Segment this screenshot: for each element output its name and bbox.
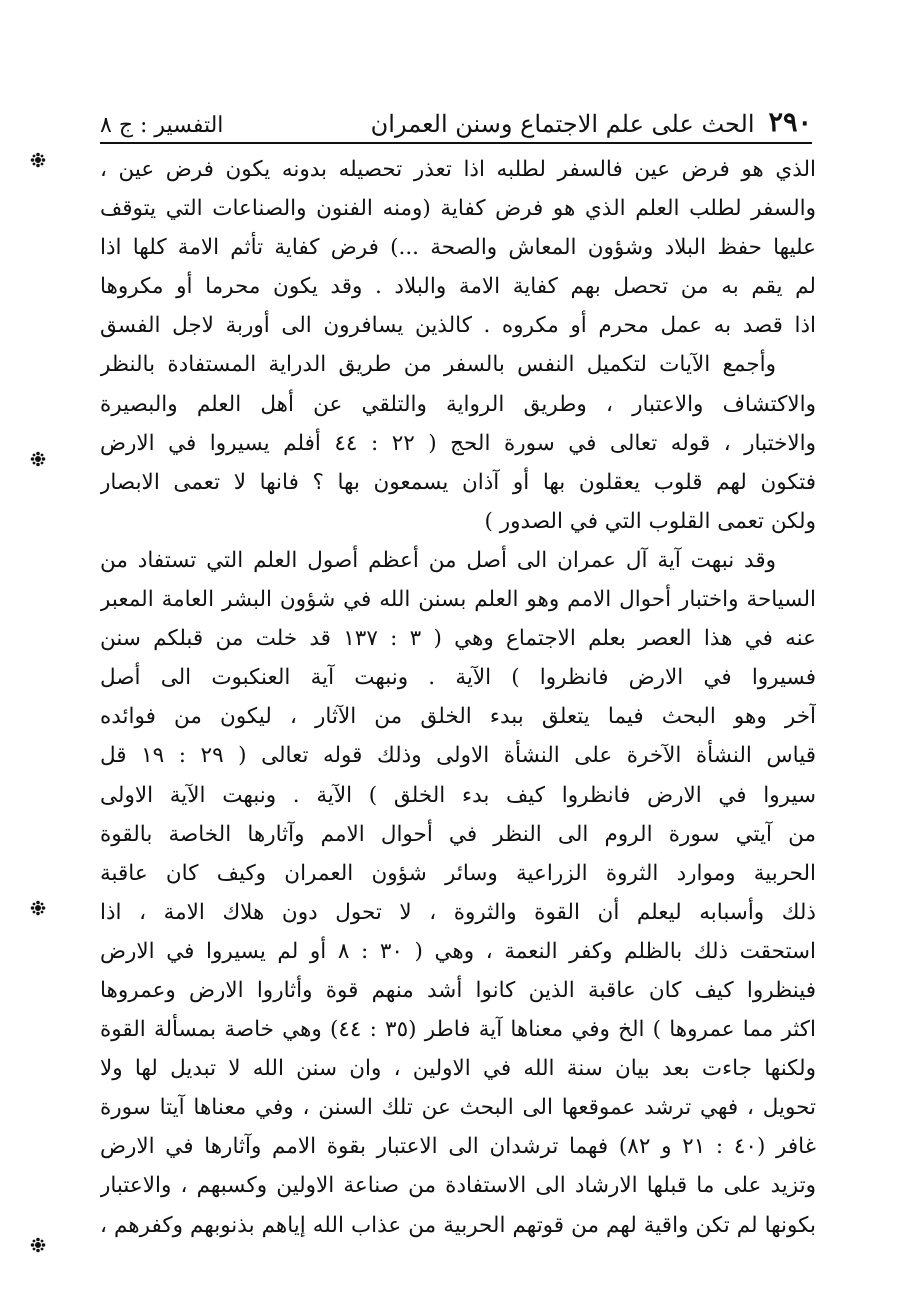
text-line: فسيروا في الارض فانظروا ) الآية . ونبهت آية العنكبوت الى أصل bbox=[100, 665, 816, 691]
text-line: من آيتي سورة الروم الى النظر في أحوال الامم وآثارها الخاصة بالقوة bbox=[100, 821, 816, 847]
text-line: ولكن تعمى القلوب التي في الصدور ) bbox=[484, 508, 816, 534]
body-text bbox=[100, 150, 816, 1245]
text-line: غافر (٤٠ : ٢١ و ٨٢) فهما ترشدان الى الاعتبار بقوة الامم وآثارها في الارض bbox=[100, 1134, 816, 1160]
text-line: سيروا في الارض فانظروا كيف بدء الخلق ) الآية . ونبهت الآية الاولى bbox=[100, 782, 816, 808]
text-line: وأجمع الآيات لتكميل النفس بالسفر من طريق الدراية المستفادة بالنظر bbox=[100, 352, 777, 378]
page-header bbox=[100, 92, 812, 144]
text-line: فينظروا كيف كان عاقبة الذين كانوا أشد منهم قوة وأثاروا الارض وعمروها bbox=[100, 977, 816, 1003]
text-line: الذي هو فرض عين فالسفر لطلبه اذا تعذر تحصيله بدونه يكون فرض عين ، bbox=[100, 157, 816, 182]
text-line: اكثر مما عمروها ) الخ وفي معناها آية فاطر (٣٥ : ٤٤) وهي خاصة بمسألة القوة bbox=[100, 1017, 816, 1043]
flower-ornament-icon bbox=[30, 152, 46, 168]
text-line: الحربية وموارد الثروة الزراعية وسائر شؤون العمران وكيف كان عاقبة bbox=[100, 860, 816, 886]
text-line: قياس النشأة الآخرة على النشأة الاولى وذلك قوله تعالى ( ٢٩ : ١٩ قل bbox=[100, 743, 816, 769]
text-line: لم يقم به من تحصل بهم كفاية الامة والبلاد . وقد يكون محرما أو مكروها bbox=[100, 274, 816, 300]
text-line: اذا قصد به عمل محرم أو مكروه . كالذين يسافرون الى أوربة لاجل الفسق bbox=[100, 313, 816, 339]
text-line: السياحة واختبار أحوال الامم وهو العلم بسنن الله في شؤون البشر العامة المعبر bbox=[100, 587, 816, 613]
running-title: الحث على علم الاجتماع وسنن العمران bbox=[370, 110, 755, 138]
text-line: ولكنها جاءت بعد بيان سنة الله في الاولين ، وان سنن الله لا تبديل لها ولا bbox=[100, 1056, 816, 1082]
text-line: وقد نبهت آية آل عمران الى أصل من أعظم أصول العلم التي تستفاد من bbox=[100, 547, 776, 573]
text-line: والاختبار ، قوله تعالى في سورة الحج ( ٢٢ : ٤٤ أفلم يسيروا في الارض bbox=[100, 430, 816, 456]
text-line: تحويل ، فهي ترشد عموقعها الى البحث عن تلك السنن ، وفي معناها آيتا سورة bbox=[100, 1095, 816, 1121]
text-line: والسفر لطلب العلم الذي هو فرض كفاية (ومنه الفنون والصناعات التي يتوقف bbox=[100, 196, 816, 222]
text-line: والاكتشاف والاعتبار ، وطريق الرواية والتلقي عن أهل العلم والبصيرة bbox=[100, 391, 816, 417]
flower-ornament-icon bbox=[30, 451, 46, 467]
flower-ornament-icon bbox=[30, 1237, 46, 1253]
text-line: آخر وهو البحث فيما يتعلق ببدء الخلق من الآثار ، ليكون من فوائده bbox=[100, 704, 816, 730]
text-line: بكونها لم تكن واقية لهم من قوتهم الحربية من عذاب الله إياهم بذنوبهم وكفرهم ، bbox=[100, 1212, 816, 1238]
text-line: فتكون لهم قلوب يعقلون بها أو آذان يسمعون بها ؟ فانها لا تعمى الابصار bbox=[100, 469, 816, 495]
text-line: عنه في هذا العصر بعلم الاجتماع وهي ( ٣ : ١٣٧ قد خلت من قبلكم سنن bbox=[100, 626, 816, 652]
text-line: عليها حفظ البلاد وشؤون المعاش والصحة ...) فرض كفاية تأثم الامة كلها اذا bbox=[100, 235, 816, 261]
text-line: استحقت ذلك بالظلم وكفر النعمة ، وهي ( ٣٠ : ٨ أو لم يسيروا في الارض bbox=[100, 938, 816, 964]
text-line: ذلك وأسبابه ليعلم أن القوة والثروة ، لا تحول دون هلاك الامة ، اذا bbox=[100, 899, 816, 925]
text-line: وتزيد على ما قبلها الارشاد الى الاستفادة من صناعة الاولين وكسبهم ، والاعتبار bbox=[100, 1173, 816, 1199]
flower-ornament-icon bbox=[30, 900, 46, 916]
page-number: ٢٩٠ bbox=[768, 107, 812, 138]
book-reference: التفسير : ج ٨ bbox=[100, 113, 224, 138]
